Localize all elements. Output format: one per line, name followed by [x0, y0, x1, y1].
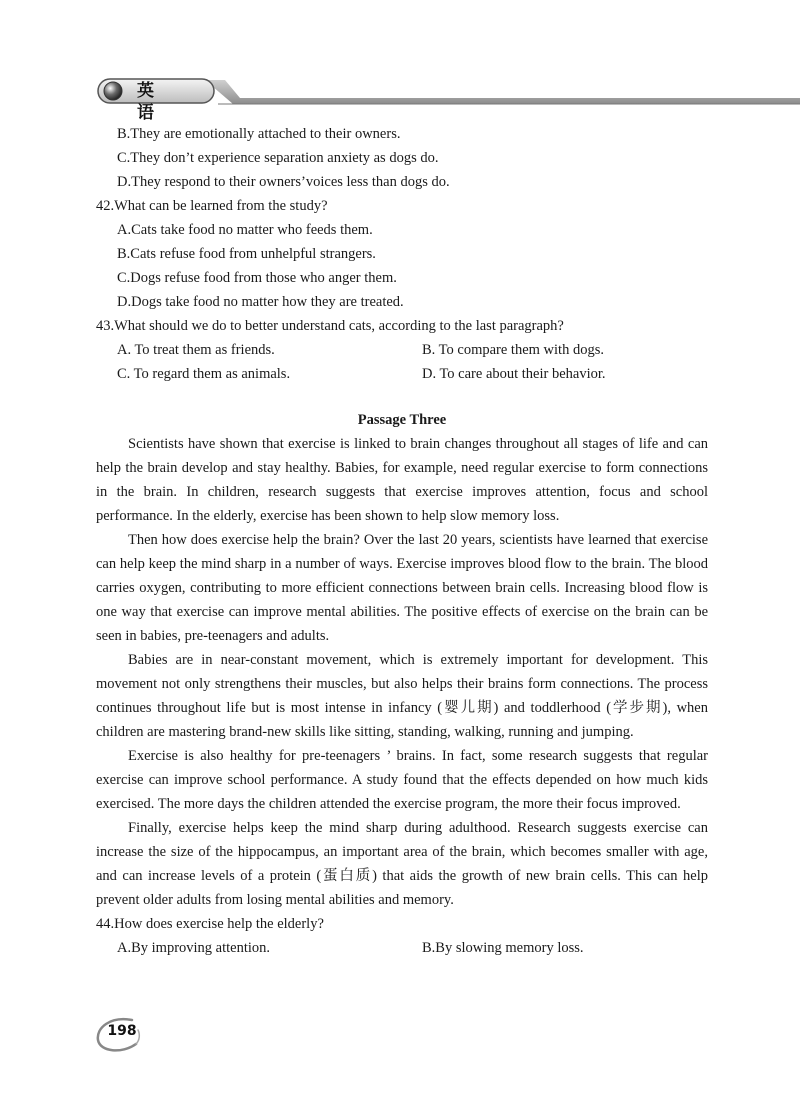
q42-option-a: A.Cats take food no matter who feeds them.: [117, 222, 373, 238]
subject-tab: [97, 78, 217, 123]
q43-option-d: D. To care about their behavior.: [422, 366, 606, 382]
passage-paragraph-2: Then how does exercise help the brain? Over the last 20 years, scientists have learned that exercise can help keep the mind sharp in a number of ways. Exercise improves blood flow to the brain. The blood carries oxygen, contributing to more efficient connections between brain cells. Increasing blood flow is one way that exercise can improve mental abilities. The positive effects of exercise on the brain can be seen in babies, pre-teenagers and adults.: [96, 532, 708, 644]
q44-question: 44.How does exercise help the elderly?: [96, 916, 324, 932]
q42-option-b: B.Cats refuse food from unhelpful strangers.: [117, 246, 376, 262]
q41-option-b: B.They are emotionally attached to their owners.: [117, 126, 401, 142]
q44-option-b: B.By slowing memory loss.: [422, 940, 584, 956]
q43-options-row-2: [96, 362, 708, 386]
subject-label: 英 语: [137, 81, 162, 123]
page-header: [0, 0, 800, 123]
q44-option-a: A.By improving attention.: [117, 940, 271, 956]
content-column: [96, 122, 708, 960]
q43-option-b: B. To compare them with dogs.: [422, 342, 604, 358]
passage-paragraph-4: Exercise is also healthy for pre-teenagers ’ brains. In fact, some research suggests that regular exercise can improve school performance. A study found that the effects depended on how much kids exercised. The more days the children attended the exercise program, the more their focus improved.: [96, 748, 708, 812]
q43-question: 43.What should we do to better understand cats, according to the last paragraph?: [96, 318, 564, 334]
passage-paragraph-3: Babies are in near-constant movement, which is extremely important for development. This movement not only strengthens their muscles, but also helps their brains form connections. The process continues throughout life but is most intense in infancy (婴儿期) and toddlerhood (学步期), when children are mastering brand-new skills like sitting, standing, walking, running and jumping.: [96, 652, 708, 740]
q42-question: 42.What can be learned from the study?: [96, 198, 328, 214]
passage-paragraph-5: Finally, exercise helps keep the mind sharp during adulthood. Research suggests exercise can increase the size of the hippocampus, an important area of the brain, which becomes smaller with age, and can increase levels of a protein (蛋白质) that aids the growth of new brain cells. This can help prevent older adults from losing mental abilities and memory.: [96, 820, 708, 908]
q42-option-c: C.Dogs refuse food from those who anger them.: [117, 270, 397, 286]
q42-option-d: D.Dogs take food no matter how they are treated.: [117, 294, 404, 310]
q41-option-d: D.They respond to their owners’voices less than dogs do.: [117, 174, 450, 190]
q44-options-row: [96, 936, 708, 960]
q43-option-c: C. To regard them as animals.: [117, 366, 291, 382]
passage-paragraph-1: Scientists have shown that exercise is linked to brain changes throughout all stages of life and can help the brain develop and stay healthy. Babies, for example, need regular exercise to form connections in the brain. In children, research suggests that exercise improves attention, focus and school performance. In the elderly, exercise has been shown to help slow memory loss.: [96, 436, 708, 524]
q43-options-row-1: [96, 338, 708, 362]
page-number: 198: [107, 1023, 137, 1039]
q41-option-c: C.They don’t experience separation anxiety as dogs do.: [117, 150, 439, 166]
passage-title: Passage Three: [357, 412, 447, 428]
q43-option-a: A. To treat them as friends.: [117, 342, 275, 358]
page-number-badge: [92, 1014, 144, 1056]
